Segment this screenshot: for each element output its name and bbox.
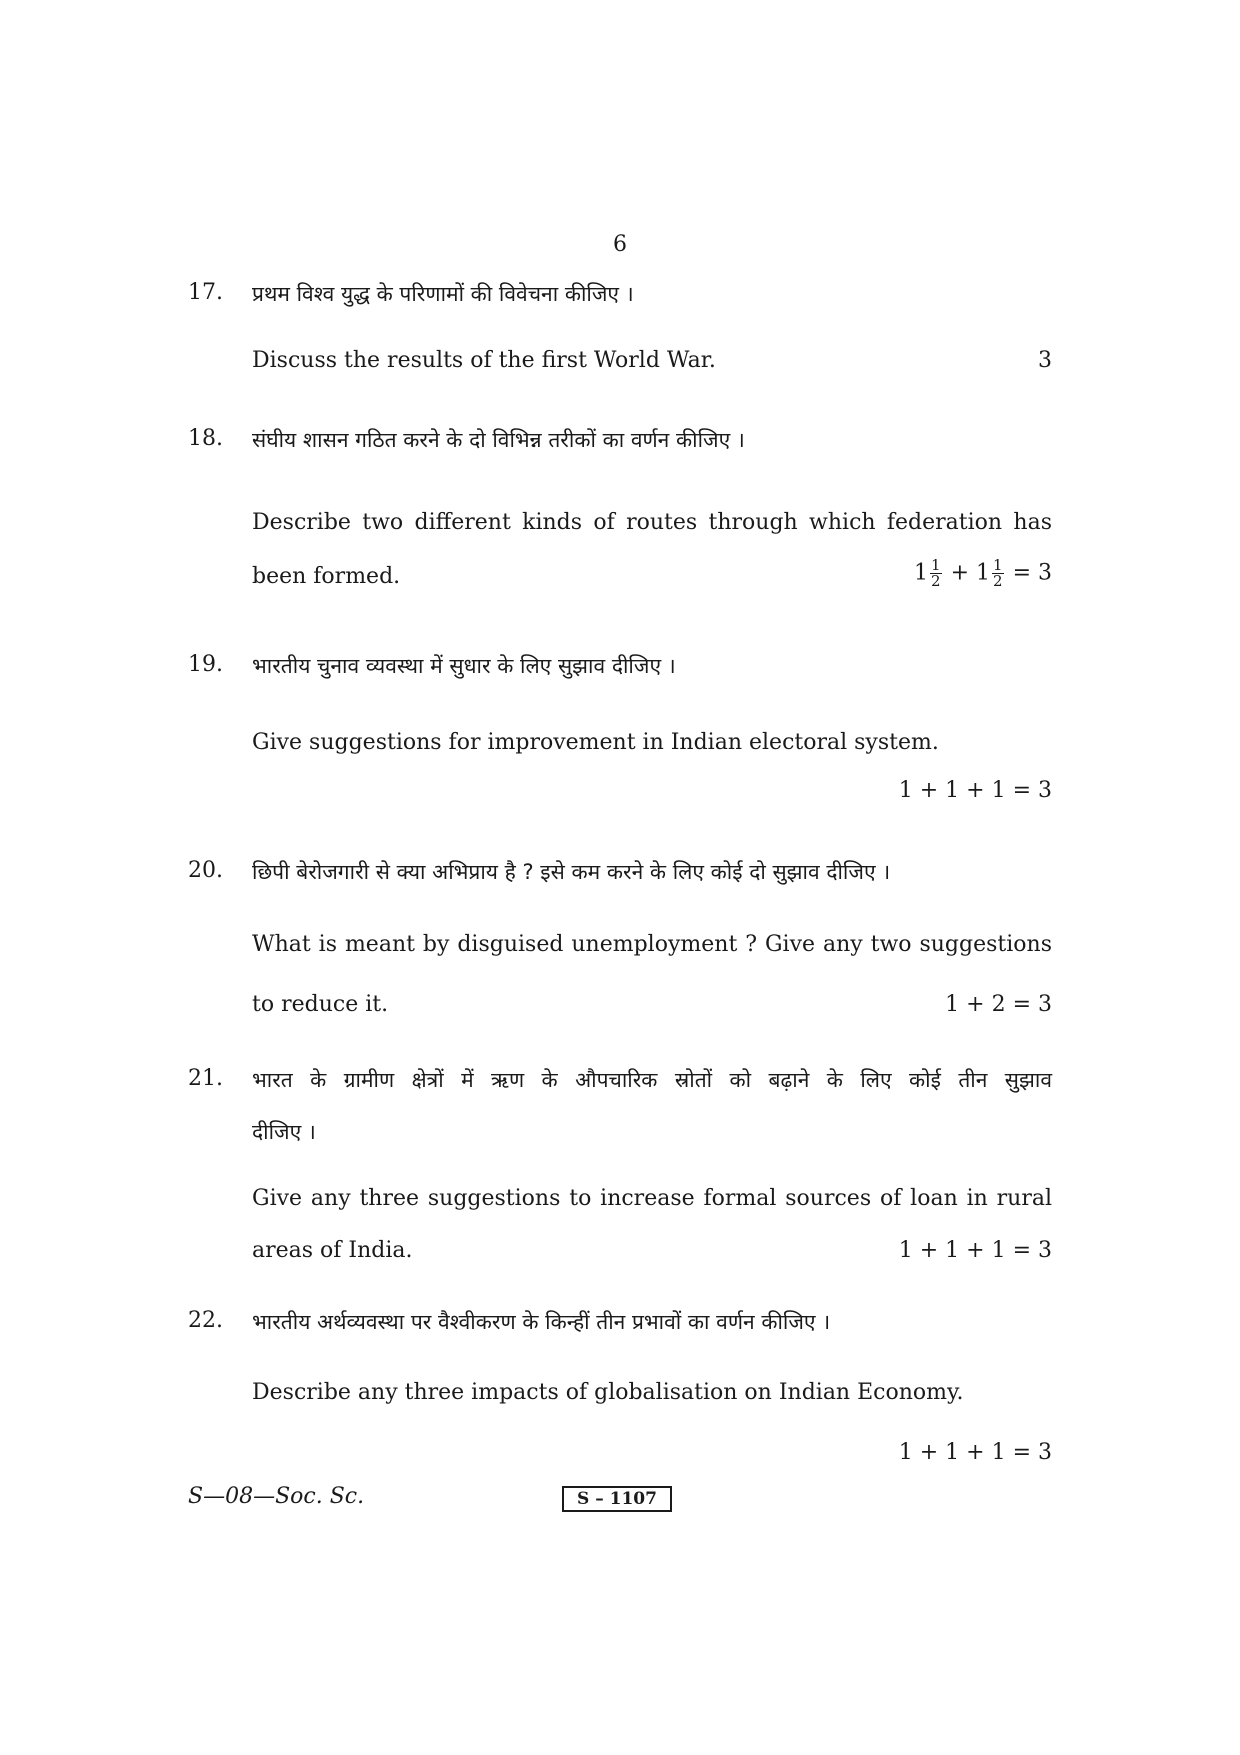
question-21-english-line-2: areas of India. xyxy=(252,1238,413,1263)
question-20-hindi: छिपी बेरोजगारी से क्या अभिप्राय है ? इसे कम करने के लिए कोई दो सुझाव दीजिए । xyxy=(252,860,891,884)
marks-plus: + xyxy=(950,560,970,586)
question-21-number: 21. xyxy=(188,1066,223,1091)
question-17-english: Discuss the results of the first World War. xyxy=(252,348,716,373)
question-22-marks: 1 + 1 + 1 = 3 xyxy=(898,1440,1052,1465)
question-18-english-line-1: Describe two different kinds of routes through which federation has xyxy=(252,510,1052,535)
question-21-english-line-1: Give any three suggestions to increase formal sources of loan in rural xyxy=(252,1186,1052,1211)
question-17-marks: 3 xyxy=(1038,348,1052,373)
footer-subject-code: S—08—Soc. Sc. xyxy=(188,1484,365,1509)
question-19-hindi: भारतीय चुनाव व्यवस्था में सुधार के लिए सुझाव दीजिए । xyxy=(252,654,676,678)
footer-paper-code: S – 1107 xyxy=(562,1486,672,1512)
question-19-english: Give suggestions for improvement in Indian electoral system. xyxy=(252,730,939,755)
fraction-denominator: 2 xyxy=(993,572,1003,590)
marks-whole-2: 1 xyxy=(976,560,991,586)
question-20-number: 20. xyxy=(188,858,223,883)
page-number: 6 xyxy=(613,232,627,257)
marks-whole-1: 1 xyxy=(914,560,929,586)
fraction-numerator: 1 xyxy=(993,556,1003,574)
question-17-hindi: प्रथम विश्व युद्ध के परिणामों की विवेचना कीजिए । xyxy=(252,282,634,306)
fraction-numerator: 1 xyxy=(931,556,941,574)
question-18-hindi: संघीय शासन गठित करने के दो विभिन्न तरीकों का वर्णन कीजिए । xyxy=(252,428,745,452)
marks-fraction-1 xyxy=(930,558,942,589)
marks-total: = 3 xyxy=(1012,560,1052,586)
marks-fraction-2 xyxy=(992,558,1004,589)
question-21-marks: 1 + 1 + 1 = 3 xyxy=(898,1238,1052,1263)
question-18-english-line-2: been formed. xyxy=(252,564,401,589)
question-22-hindi: भारतीय अर्थव्यवस्था पर वैश्वीकरण के किन्हीं तीन प्रभावों का वर्णन कीजिए । xyxy=(252,1310,831,1334)
question-19-number: 19. xyxy=(188,652,223,677)
question-18-marks xyxy=(914,558,1052,589)
question-20-english-line-1: What is meant by disguised unemployment ? Give any two suggestions xyxy=(252,932,1052,957)
fraction-denominator: 2 xyxy=(931,572,941,590)
question-22-number: 22. xyxy=(188,1308,223,1333)
question-18-number: 18. xyxy=(188,426,223,451)
question-21-hindi-line-1: भारत के ग्रामीण क्षेत्रों में ऋण के औपचारिक स्रोतों को बढ़ाने के लिए कोई तीन सुझाव xyxy=(252,1068,1052,1092)
question-21-hindi-line-2: दीजिए । xyxy=(252,1120,316,1144)
question-22-english: Describe any three impacts of globalisation on Indian Economy. xyxy=(252,1380,964,1405)
question-17-number: 17. xyxy=(188,280,223,305)
question-20-english-line-2: to reduce it. xyxy=(252,992,389,1017)
question-19-marks: 1 + 1 + 1 = 3 xyxy=(898,778,1052,803)
question-20-marks: 1 + 2 = 3 xyxy=(945,992,1052,1017)
